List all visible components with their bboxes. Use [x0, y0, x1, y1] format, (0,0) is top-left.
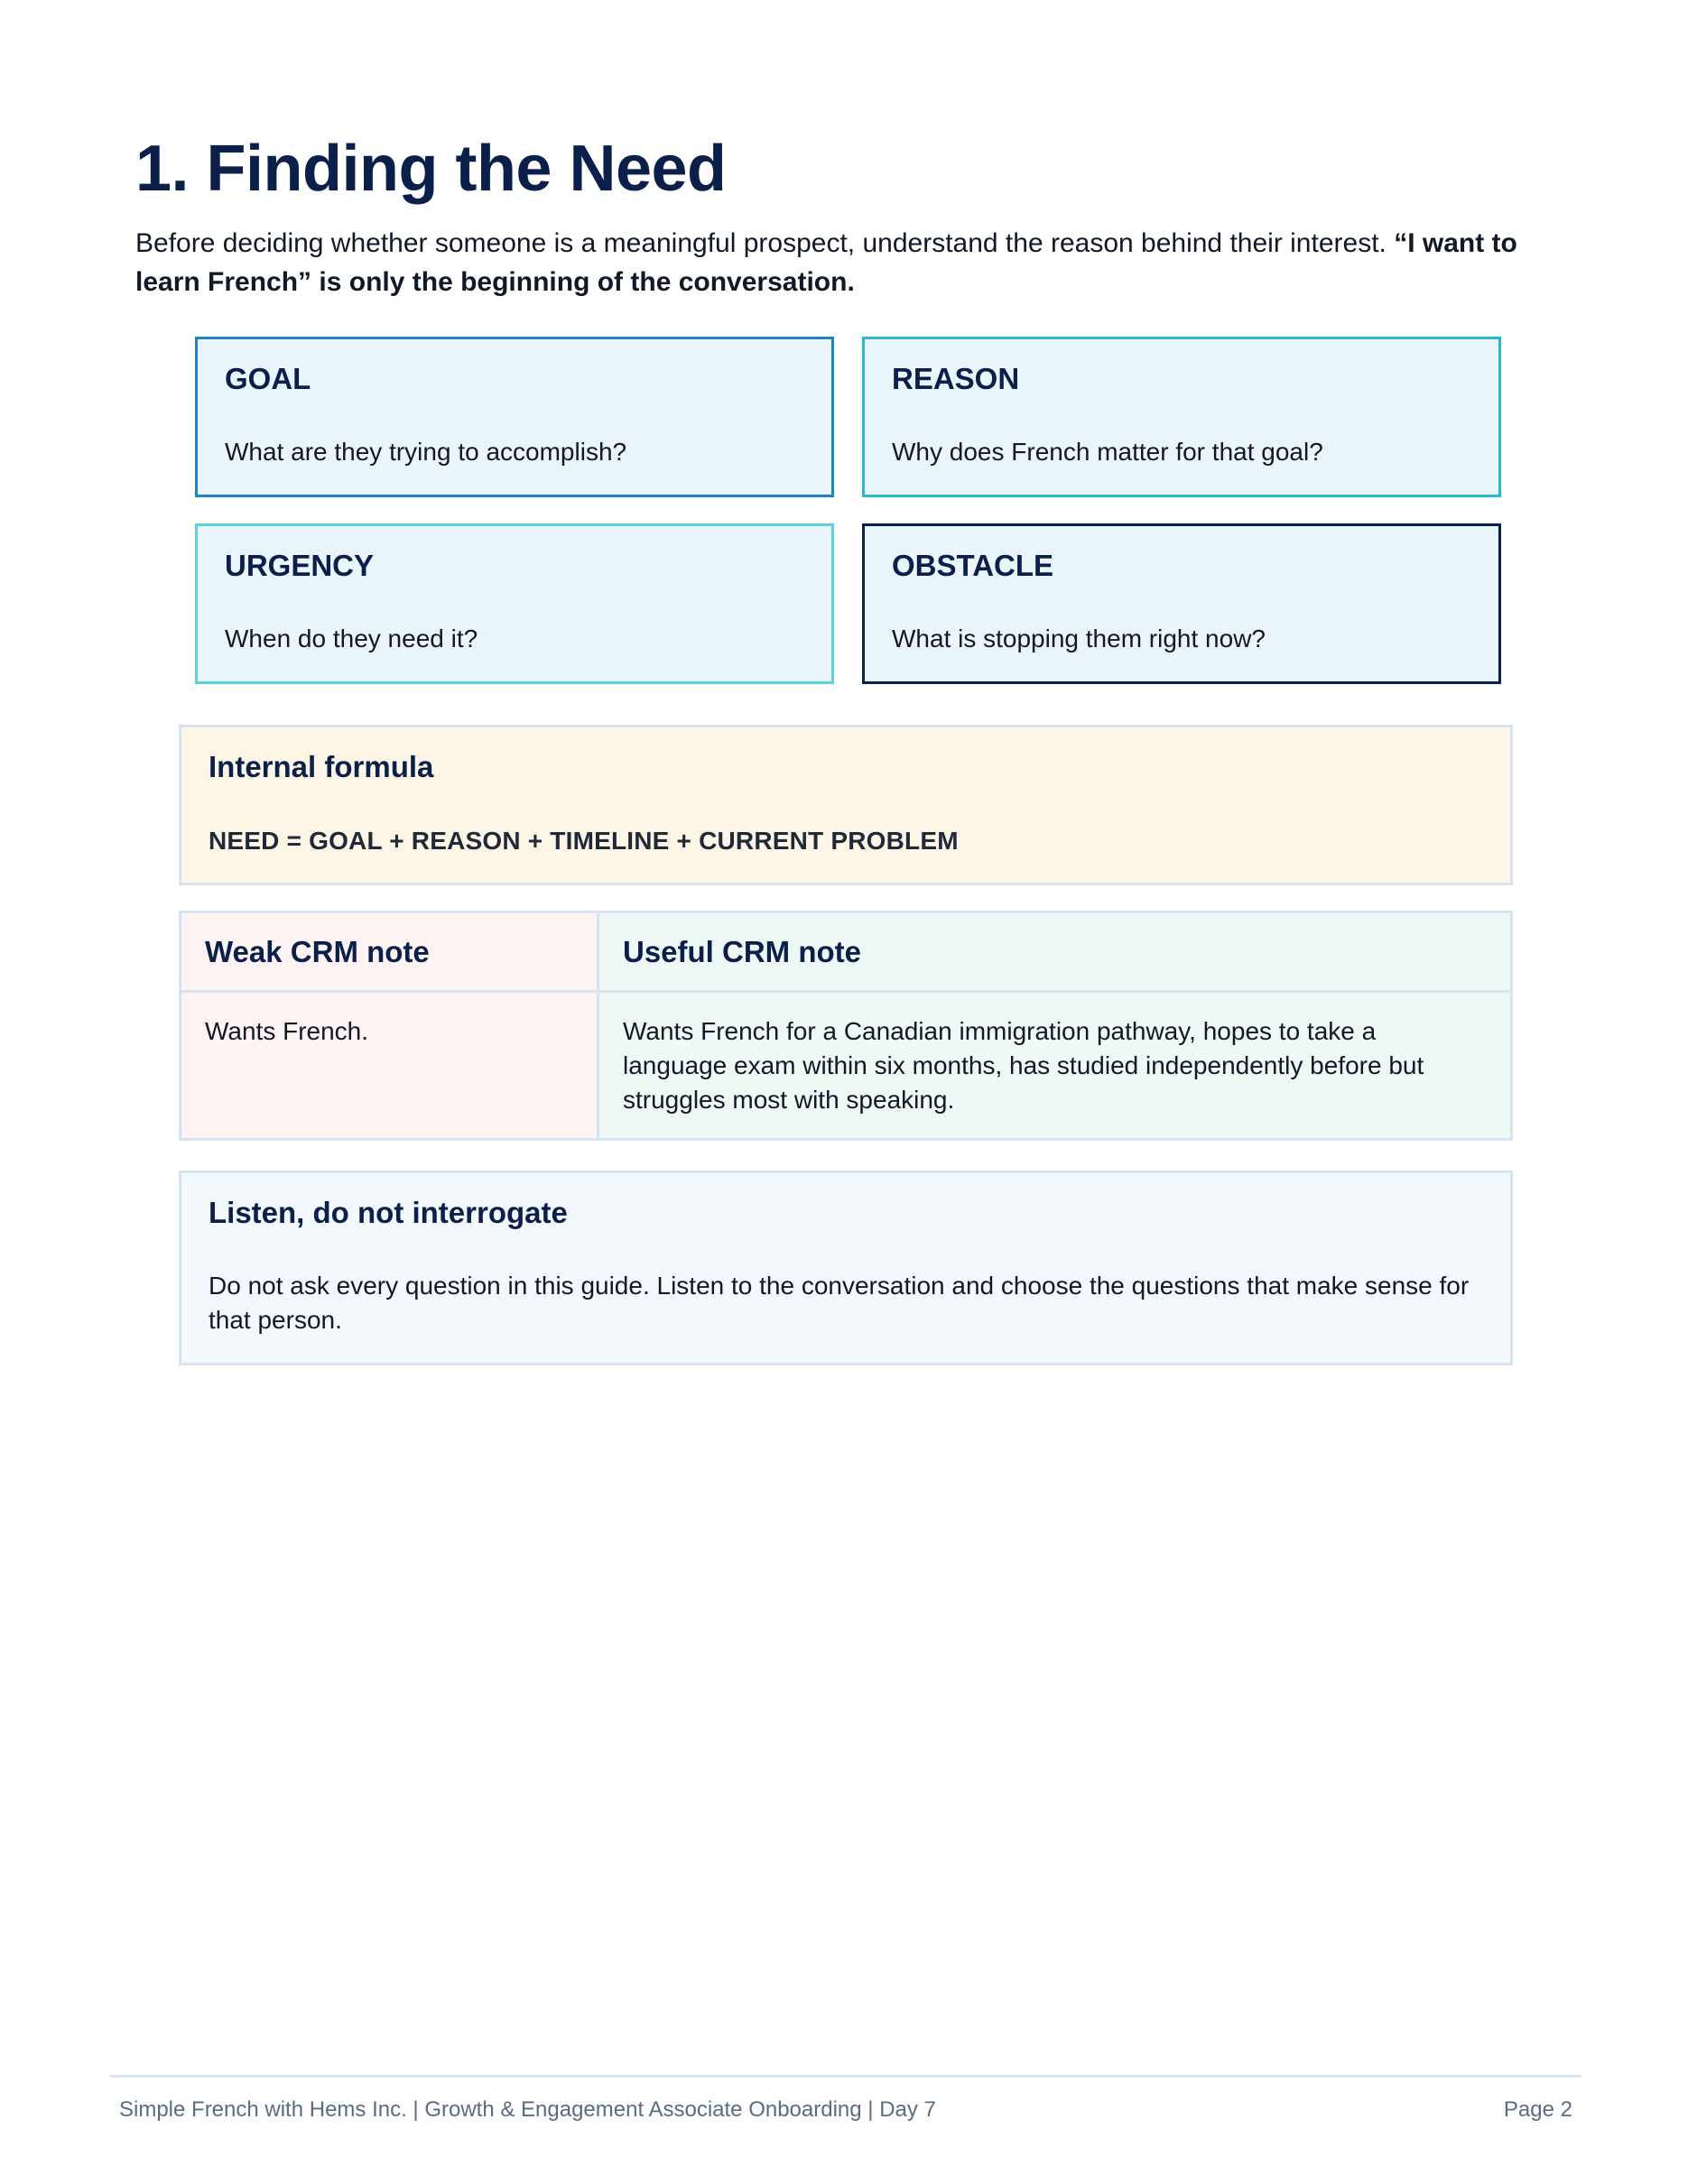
- page-title: 1. Finding the Need: [135, 133, 727, 205]
- reason-card: [862, 337, 1501, 497]
- reason-card-question: Why does French matter for that goal?: [892, 438, 1323, 466]
- weak-note-header: [181, 913, 599, 993]
- intro-text: Before deciding whether someone is a meaningful prospect, understand the reason behind their interest.: [135, 228, 1395, 258]
- tip-text: Do not ask every question in this guide. Listen to the conversation and choose the questions that make sense for that person.: [209, 1272, 1470, 1334]
- footer-page-number: Page 2: [1503, 2097, 1572, 2122]
- urgency-card-question: When do they need it?: [225, 625, 478, 652]
- useful-note-header: [599, 913, 1510, 993]
- intro-paragraph: [135, 224, 1571, 301]
- formula-equation: NEED = GOAL + REASON + TIMELINE + CURRENT PROBLEM: [209, 827, 959, 855]
- weak-note-text: Wants French.: [205, 1017, 369, 1045]
- reason-card-title: REASON: [892, 362, 1020, 395]
- crm-note-table: [179, 911, 1513, 1141]
- obstacle-card-title: OBSTACLE: [892, 549, 1054, 582]
- obstacle-card: [862, 523, 1501, 684]
- useful-note-text: Wants French for a Canadian immigration pathway, hopes to take a language exam within six months, has studied independently before but struggles most with speaking.: [623, 1017, 1424, 1114]
- weak-note-cell: [181, 993, 599, 1138]
- useful-note-header-label: Useful CRM note: [623, 934, 861, 968]
- urgency-card-title: URGENCY: [225, 549, 375, 582]
- tip-title: Listen, do not interrogate: [209, 1196, 568, 1229]
- formula-title: Internal formula: [209, 750, 434, 783]
- goal-card: [195, 337, 834, 497]
- internal-formula-box: [179, 725, 1513, 885]
- listen-tip-box: [179, 1171, 1513, 1365]
- goal-card-title: GOAL: [225, 362, 311, 395]
- footer-document-info: Simple French with Hems Inc. | Growth & Engagement Associate Onboarding | Day 7: [119, 2097, 936, 2122]
- weak-note-header-label: Weak CRM note: [205, 934, 430, 968]
- footer-divider: [110, 2075, 1581, 2078]
- intro-emphasis: “I want to learn French” is only the beginning of the conversation.: [135, 228, 1517, 297]
- obstacle-card-question: What is stopping them right now?: [892, 625, 1266, 652]
- goal-card-question: What are they trying to accomplish?: [225, 438, 627, 466]
- urgency-card: [195, 523, 834, 684]
- useful-note-cell: [599, 993, 1510, 1138]
